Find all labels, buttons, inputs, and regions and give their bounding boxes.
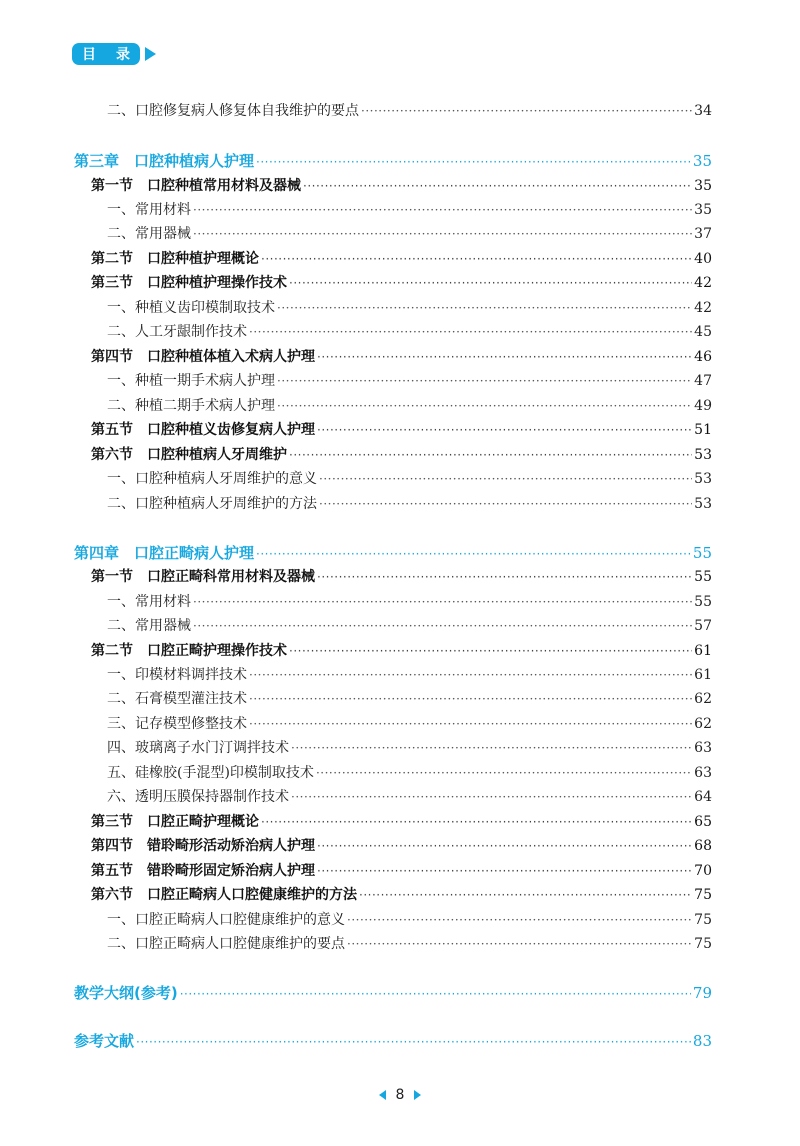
toc-entry[interactable] bbox=[107, 100, 712, 120]
toc-section-page: 46 bbox=[694, 349, 712, 365]
dot-leader bbox=[261, 815, 692, 829]
toc-entry[interactable] bbox=[107, 664, 712, 684]
toc-section-label: 第三节 口腔正畸护理概论 bbox=[91, 814, 259, 830]
dot-leader bbox=[303, 179, 692, 193]
toc-section-page: 35 bbox=[694, 178, 712, 194]
dot-leader bbox=[277, 374, 692, 388]
dot-leader bbox=[249, 717, 692, 731]
toc-entry-label: 二、口腔修复病人修复体自我维护的要点 bbox=[107, 103, 359, 119]
toc-entry-label: 二、石膏模型灌注技术 bbox=[107, 691, 247, 707]
toc-entry[interactable] bbox=[107, 297, 712, 317]
toc-section[interactable] bbox=[91, 835, 712, 855]
toc-section-page: 65 bbox=[694, 814, 712, 830]
toc-entry[interactable] bbox=[107, 762, 712, 782]
toc-entry-label: 三、记存模型修整技术 bbox=[107, 716, 247, 732]
dot-leader bbox=[317, 570, 692, 584]
dot-leader bbox=[193, 203, 692, 217]
toc-section-label: 第二节 口腔正畸护理操作技术 bbox=[91, 643, 287, 659]
toc-entry[interactable] bbox=[107, 737, 712, 757]
toc-section-label: 第六节 口腔正畸病人口腔健康维护的方法 bbox=[91, 887, 357, 903]
toc-section-label: 第四节 口腔种植体植入术病人护理 bbox=[91, 349, 315, 365]
dot-leader bbox=[180, 987, 691, 1001]
toc-entry-page: 62 bbox=[694, 716, 712, 732]
toc-section-label: 第六节 口腔种植病人牙周维护 bbox=[91, 447, 287, 463]
dot-leader bbox=[277, 399, 692, 413]
toc-chapter[interactable] bbox=[74, 982, 712, 1003]
toc-entry[interactable] bbox=[107, 615, 712, 635]
dot-leader bbox=[317, 839, 692, 853]
toc-entry-page: 53 bbox=[694, 471, 712, 487]
toc-entry[interactable] bbox=[107, 786, 712, 806]
toc-entry-page: 55 bbox=[694, 594, 712, 610]
toc-section[interactable] bbox=[91, 272, 712, 292]
toc-section[interactable] bbox=[91, 566, 712, 586]
toc-chapter[interactable] bbox=[74, 150, 712, 171]
dot-leader bbox=[193, 619, 692, 633]
dot-leader bbox=[347, 913, 692, 927]
dot-leader bbox=[289, 276, 692, 290]
toc-entry[interactable] bbox=[107, 199, 712, 219]
toc-section-page: 55 bbox=[694, 569, 712, 585]
dot-leader bbox=[193, 227, 692, 241]
toc-section-page: 42 bbox=[694, 275, 712, 291]
toc-chapter-label: 参考文献 bbox=[74, 1032, 135, 1050]
toc-entry-page: 75 bbox=[694, 936, 712, 952]
dot-leader bbox=[291, 790, 692, 804]
toc-entry-label: 二、常用器械 bbox=[107, 226, 191, 242]
toc-entry-page: 45 bbox=[694, 324, 712, 340]
toc-entry-label: 二、种植二期手术病人护理 bbox=[107, 398, 275, 414]
toc-section[interactable] bbox=[91, 811, 712, 831]
toc-section-label: 第一节 口腔正畸科常用材料及器械 bbox=[91, 569, 315, 585]
toc-chapter-page: 55 bbox=[692, 544, 712, 562]
toc-entry[interactable] bbox=[107, 468, 712, 488]
dot-leader bbox=[319, 497, 692, 511]
toc-section-label: 第五节 错聆畸形固定矫治病人护理 bbox=[91, 863, 315, 879]
play-arrow-icon bbox=[145, 47, 156, 61]
dot-leader bbox=[319, 472, 692, 486]
dot-leader bbox=[347, 937, 692, 951]
toc-section-page: 53 bbox=[694, 447, 712, 463]
dot-leader bbox=[261, 252, 692, 266]
toc-entry-page: 62 bbox=[694, 691, 712, 707]
toc-header bbox=[72, 42, 156, 66]
toc-section-label: 第四节 错聆畸形活动矫治病人护理 bbox=[91, 838, 315, 854]
dot-leader bbox=[136, 1035, 691, 1049]
toc-entry-page: 47 bbox=[694, 373, 712, 389]
toc-section-page: 40 bbox=[694, 251, 712, 267]
toc-entry-label: 一、种植义齿印模制取技术 bbox=[107, 300, 275, 316]
toc-section-page: 61 bbox=[694, 643, 712, 659]
toc-section-page: 70 bbox=[694, 863, 712, 879]
dot-leader bbox=[249, 692, 692, 706]
toc-entry-label: 一、口腔种植病人牙周维护的意义 bbox=[107, 471, 317, 487]
toc-entry-page: 64 bbox=[694, 789, 712, 805]
toc-entry-label: 一、常用材料 bbox=[107, 594, 191, 610]
toc-entry-label: 一、种植一期手术病人护理 bbox=[107, 373, 275, 389]
toc-entry-page: 35 bbox=[694, 202, 712, 218]
toc-entry[interactable] bbox=[107, 933, 712, 953]
dot-leader bbox=[249, 325, 692, 339]
toc-section[interactable] bbox=[91, 860, 712, 880]
toc-entry-label: 二、口腔种植病人牙周维护的方法 bbox=[107, 496, 317, 512]
toc-section-page: 75 bbox=[694, 887, 712, 903]
toc-chapter-label: 第四章 口腔正畸病人护理 bbox=[74, 544, 255, 562]
toc-entry-label: 一、印模材料调拌技术 bbox=[107, 667, 247, 683]
toc-entry-page: 34 bbox=[694, 103, 712, 119]
toc-section[interactable] bbox=[91, 640, 712, 660]
toc-entry-page: 75 bbox=[694, 912, 712, 928]
toc-entry-page: 61 bbox=[694, 667, 712, 683]
toc-chapter-label: 第三章 口腔种植病人护理 bbox=[74, 152, 255, 170]
toc-entry[interactable] bbox=[107, 395, 712, 415]
toc-section-label: 第三节 口腔种植护理操作技术 bbox=[91, 275, 287, 291]
toc-section[interactable] bbox=[91, 248, 712, 268]
toc-entry-label: 五、硅橡胶(手混型)印模制取技术 bbox=[107, 765, 314, 781]
badge-char-2: 录 bbox=[116, 47, 130, 63]
toc-entry-label: 一、口腔正畸病人口腔健康维护的意义 bbox=[107, 912, 345, 928]
dot-leader bbox=[256, 155, 691, 169]
toc-badge bbox=[72, 43, 140, 65]
toc-section[interactable] bbox=[91, 884, 712, 904]
toc-entry[interactable] bbox=[107, 713, 712, 733]
dot-leader bbox=[359, 888, 692, 902]
dot-leader bbox=[289, 644, 692, 658]
toc-entry-label: 一、常用材料 bbox=[107, 202, 191, 218]
toc-entry-label: 二、口腔正畸病人口腔健康维护的要点 bbox=[107, 936, 345, 952]
toc-entry-label: 四、玻璃离子水门汀调拌技术 bbox=[107, 740, 289, 756]
toc-section-label: 第二节 口腔种植护理概论 bbox=[91, 251, 259, 267]
toc-section[interactable] bbox=[91, 346, 712, 366]
dot-leader bbox=[193, 595, 692, 609]
previous-page-icon[interactable] bbox=[379, 1090, 386, 1100]
toc-entry-page: 53 bbox=[694, 496, 712, 512]
toc-chapter-label: 教学大纲(参考) bbox=[74, 984, 178, 1002]
dot-leader bbox=[316, 766, 692, 780]
toc-entry[interactable] bbox=[107, 493, 712, 513]
dot-leader bbox=[249, 668, 692, 682]
toc-entry[interactable] bbox=[107, 223, 712, 243]
toc-entry-label: 二、常用器械 bbox=[107, 618, 191, 634]
toc-chapter-page: 83 bbox=[692, 1032, 712, 1050]
toc-section-label: 第五节 口腔种植义齿修复病人护理 bbox=[91, 422, 315, 438]
toc-chapter[interactable] bbox=[74, 542, 712, 563]
toc-entry-page: 49 bbox=[694, 398, 712, 414]
toc-entry[interactable] bbox=[107, 321, 712, 341]
dot-leader bbox=[361, 104, 692, 118]
toc-section[interactable] bbox=[91, 419, 712, 439]
badge-char-1: 目 bbox=[82, 47, 96, 63]
toc-entry[interactable] bbox=[107, 591, 712, 611]
toc-section[interactable] bbox=[91, 175, 712, 195]
toc-section-label: 第一节 口腔种植常用材料及器械 bbox=[91, 178, 301, 194]
toc-section[interactable] bbox=[91, 444, 712, 464]
toc-entry-page: 42 bbox=[694, 300, 712, 316]
dot-leader bbox=[291, 741, 692, 755]
toc-entry[interactable] bbox=[107, 909, 712, 929]
toc-section-page: 68 bbox=[694, 838, 712, 854]
toc-entry[interactable] bbox=[107, 370, 712, 390]
toc-entry-label: 二、人工牙龈制作技术 bbox=[107, 324, 247, 340]
toc-chapter-page: 35 bbox=[692, 152, 712, 170]
toc-chapter[interactable] bbox=[74, 1030, 712, 1051]
toc-entry[interactable] bbox=[107, 688, 712, 708]
dot-leader bbox=[256, 547, 691, 561]
toc-entry-page: 63 bbox=[694, 740, 712, 756]
dot-leader bbox=[289, 448, 692, 462]
dot-leader bbox=[317, 864, 692, 878]
page-footer bbox=[0, 1087, 800, 1103]
toc-section-page: 51 bbox=[694, 422, 712, 438]
page-number: 8 bbox=[395, 1087, 405, 1103]
toc-entry-page: 37 bbox=[694, 226, 712, 242]
next-page-icon[interactable] bbox=[414, 1090, 421, 1100]
toc-chapter-page: 79 bbox=[692, 984, 712, 1002]
toc-entry-page: 63 bbox=[694, 765, 712, 781]
dot-leader bbox=[317, 350, 692, 364]
dot-leader bbox=[277, 301, 692, 315]
toc-entry-label: 六、透明压膜保持器制作技术 bbox=[107, 789, 289, 805]
toc-entry-page: 57 bbox=[694, 618, 712, 634]
dot-leader bbox=[317, 423, 692, 437]
